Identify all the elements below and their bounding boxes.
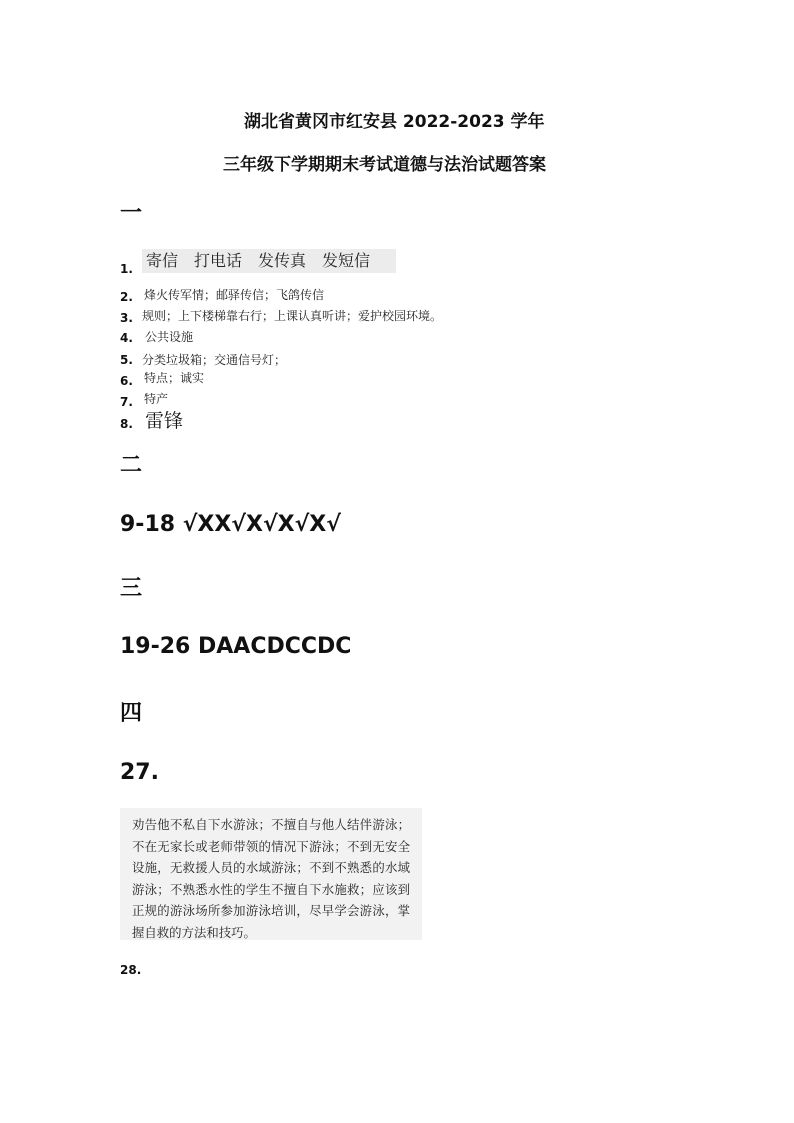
section-3-heading: 三 xyxy=(120,576,143,601)
q1-number: 1. xyxy=(120,262,133,276)
q8-answer: 雷锋 xyxy=(145,410,184,432)
q6-number: 6. xyxy=(120,374,133,388)
q1-answer: 寄信 打电话 发传真 发短信 xyxy=(142,249,396,273)
q4-number: 4. xyxy=(120,331,133,345)
section-4-heading: 四 xyxy=(120,701,143,726)
title-line-2: 三年级下学期期末考试道德与法治试题答案 xyxy=(223,155,546,175)
q27-number: 27. xyxy=(120,760,159,785)
q2-answer: 烽火传军情；邮驿传信；飞鸽传信 xyxy=(144,288,325,302)
q6-answer: 特点；诚实 xyxy=(144,371,205,385)
section-2-heading: 二 xyxy=(120,453,143,478)
q2-number: 2. xyxy=(120,290,133,304)
q27-answer-box xyxy=(120,808,422,940)
q9-18-answers: 9-18 √XX√X√X√X√ xyxy=(120,512,341,537)
q28-number: 28. xyxy=(120,963,142,977)
section-1-heading: 一 xyxy=(120,201,143,226)
q3-answer: 规则；上下楼梯靠右行；上课认真听讲；爱护校园环境。 xyxy=(142,309,443,323)
q27-answer: 劝告他不私自下水游泳；不擅自与他人结伴游泳；不在无家长或老师带领的情况下游泳；不到无安全设施，无救援人员的水域游泳；不到不熟悉的水域游泳；不熟悉水性的学生不擅自下水施救；应该到正规的游泳场所参加游泳培训，尽早学会游泳，掌握自救的方法和技巧。 xyxy=(132,817,410,940)
q8-number: 8. xyxy=(120,417,133,431)
q5-answer: 分类垃圾箱；交通信号灯； xyxy=(142,353,287,367)
title-line-1: 湖北省黄冈市红安县 2022-2023 学年 xyxy=(244,112,545,132)
q5-number: 5. xyxy=(120,353,133,367)
q19-26-answers: 19-26 DAACDCCDC xyxy=(120,634,352,659)
q7-answer: 特产 xyxy=(144,392,169,406)
q4-answer: 公共设施 xyxy=(145,330,194,344)
q7-number: 7. xyxy=(120,395,133,409)
q3-number: 3. xyxy=(120,311,133,325)
